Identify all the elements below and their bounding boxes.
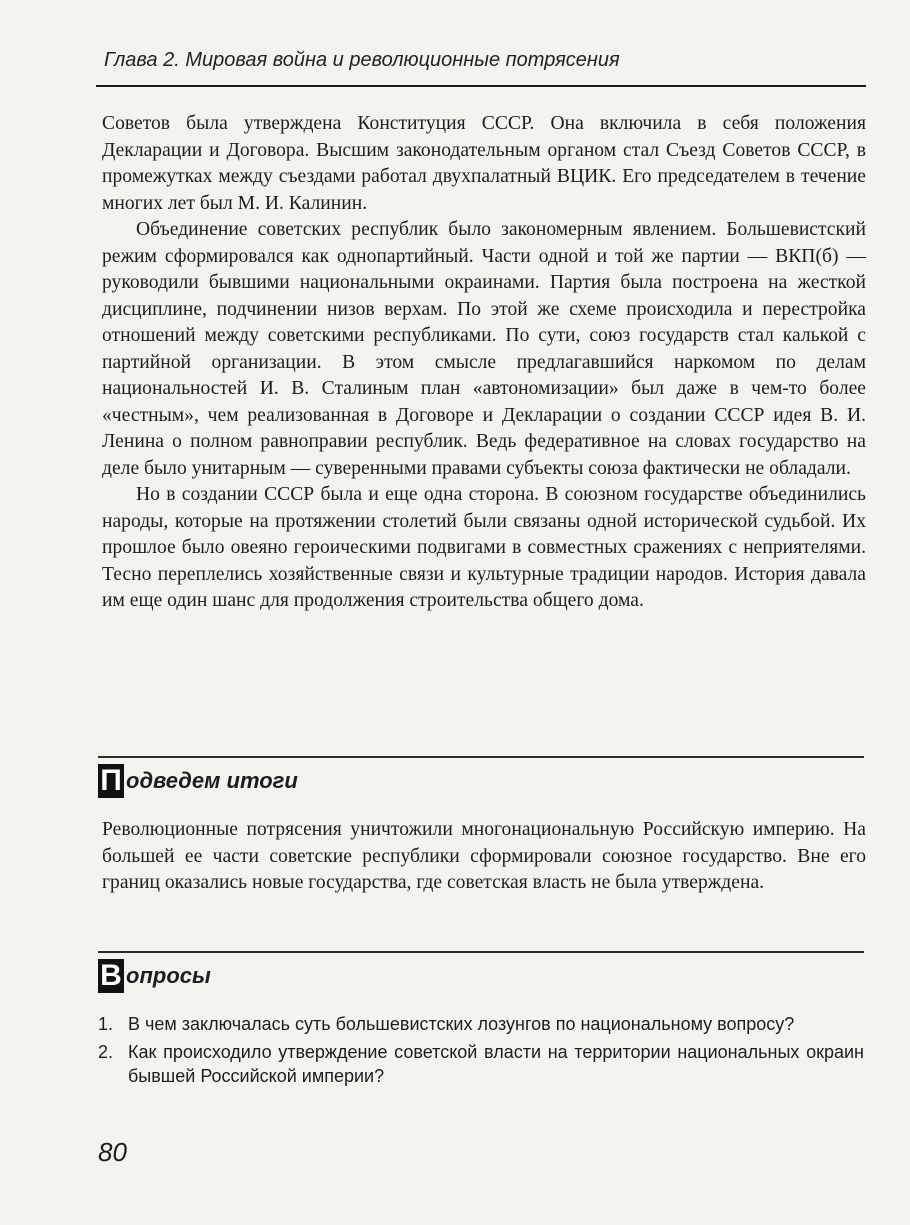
paragraph: Советов была утверждена Конституция СССР. Она включила в себя положения Декларации и Договора. Высшим законодательным органом стал Съезд Советов СССР, в промежутках между съездами работал двухпалатный ВЦИК. Его председателем в течение многих лет был М. И. Калинин. [102, 113, 866, 214]
question-item [98, 1040, 864, 1088]
question-item [98, 1012, 864, 1036]
summary-heading [98, 764, 298, 798]
page-number: 80 [98, 1137, 127, 1167]
questions-heading-text: опросы [126, 963, 211, 988]
question-number: 1. [98, 1014, 114, 1034]
paragraph: Но в создании СССР была и еще одна сторона. В союзном государстве объединились народы, которые на протяжении столетий были связаны одной исторической судьбой. Их прошлое было овеяно героическими подвигами в совместных сражениях с неприятелями. Тесно переплелись хозяйственные связи и культурные традиции народов. История давала им еще один шанс для продолжения строительства общего дома. [102, 484, 866, 611]
question-text: Как происходило утверждение советской власти на территории национальных окраин бывшей Российской империи? [128, 1042, 864, 1086]
paragraph: Объединение советских республик было закономерным явлением. Большевистский режим сформировался как однопартийный. Части одной и той же партии — ВКП(б) — руководили бывшими национальными окраинами. Партия была построена на жесткой дисциплине, подчинении низов верхам. По этой же схеме происходила и перестройка отношений между советскими республиками. По сути, союз государств стал калькой с партийной организации. В этом смысле предлагавшийся наркомом по делам национальностей И. В. Сталиным план «автономизации» был даже в чем-то более «честным», чем реализованная в Договоре и Декларации о создании СССР идея В. И. Ленина о полном равноправии республик. Ведь федеративное на словах государство на деле было унитарным — суверенными правами субъекты союза фактически не обладали. [102, 219, 866, 479]
summary-heading-text: одведем итоги [126, 768, 298, 793]
questions-list [98, 1012, 864, 1092]
main-text [102, 111, 866, 615]
summary-divider [98, 756, 864, 758]
questions-divider [98, 951, 864, 953]
questions-heading-initial: В [98, 959, 124, 993]
summary-text: Революционные потрясения уничтожили многонациональную Российскую империю. На большей ее части советские республики сформировали союзное государство. Вне его границ оказались новые государства, где советская власть не была утверждена. [102, 819, 866, 893]
summary-heading-initial: П [98, 764, 124, 798]
question-number: 2. [98, 1042, 114, 1062]
chapter-title: Глава 2. Мировая война и революционные потрясения [104, 49, 620, 71]
questions-heading [98, 959, 211, 993]
header-divider [96, 85, 866, 87]
question-text: В чем заключалась суть большевистских лозунгов по национальному вопросу? [128, 1014, 795, 1034]
